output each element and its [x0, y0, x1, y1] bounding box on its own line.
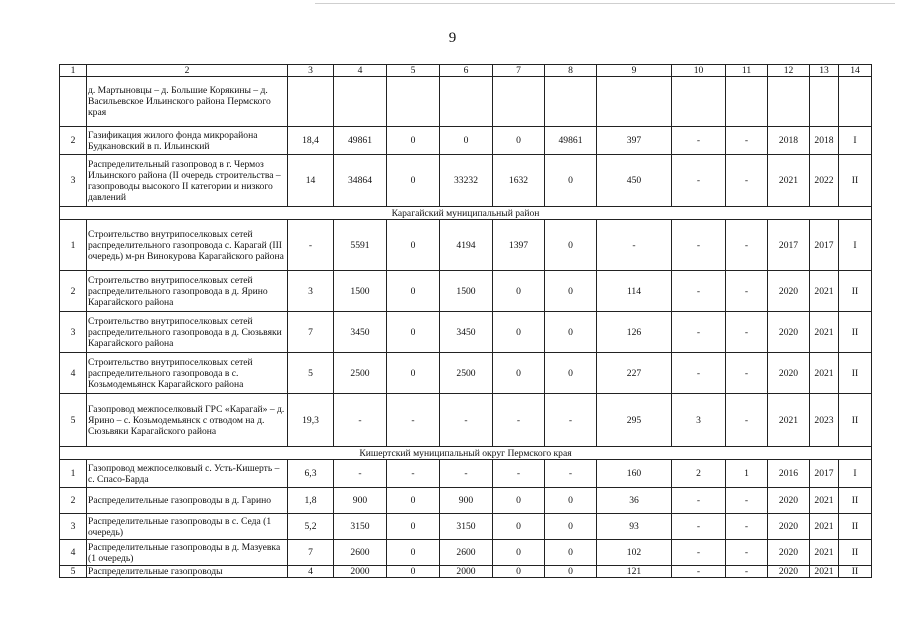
table-cell: 2017: [810, 460, 839, 488]
table-cell: 295: [597, 394, 672, 447]
table-cell: -: [672, 312, 726, 353]
table-row: [60, 540, 872, 566]
table-cell: -: [726, 566, 768, 578]
table-cell: 0: [387, 353, 440, 394]
table-cell: 2500: [440, 353, 493, 394]
table-cell: 2018: [810, 127, 839, 155]
table-cell: II: [839, 155, 872, 207]
section-row: [60, 447, 872, 460]
table-cell: 1500: [334, 271, 387, 312]
table-cell: 0: [440, 127, 493, 155]
object-description: Строительство внутрипоселковых сетей распределительного газопровода в с. Козьмодемьянск Карагайского района: [87, 353, 288, 394]
table-row: [60, 353, 872, 394]
table-row: [60, 127, 872, 155]
table-cell: 1: [726, 460, 768, 488]
table-cell: [334, 77, 387, 127]
table-cell: 4: [288, 566, 334, 578]
header-cell: 6: [440, 65, 493, 77]
object-description: Распределительные газопроводы в д. Гарино: [87, 488, 288, 514]
table-cell: [387, 77, 440, 127]
table-cell: 0: [493, 353, 545, 394]
table-cell: -: [672, 353, 726, 394]
table-cell: 3: [60, 155, 87, 207]
table-row: [60, 312, 872, 353]
table-cell: 0: [545, 155, 597, 207]
table-row: [60, 566, 872, 578]
table-cell: 5591: [334, 220, 387, 271]
table-cell: 2500: [334, 353, 387, 394]
table-cell: -: [672, 271, 726, 312]
table-cell: 7: [288, 312, 334, 353]
table-cell: -: [440, 460, 493, 488]
table-cell: 19,3: [288, 394, 334, 447]
table-cell: -: [672, 566, 726, 578]
table-row: [60, 155, 872, 207]
table-row: [60, 220, 872, 271]
object-description: Строительство внутрипоселковых сетей распределительного газопровода в д. Сюзьвяки Карагайского района: [87, 312, 288, 353]
header-cell: 5: [387, 65, 440, 77]
table-cell: -: [672, 127, 726, 155]
table-cell: 0: [387, 271, 440, 312]
table-cell: 3450: [440, 312, 493, 353]
table-cell: 3: [672, 394, 726, 447]
table-cell: 49861: [334, 127, 387, 155]
header-cell: 4: [334, 65, 387, 77]
table-cell: 2000: [440, 566, 493, 578]
table-cell: -: [726, 488, 768, 514]
scan-top-line: [315, 3, 895, 4]
table-cell: 2021: [810, 488, 839, 514]
object-description: Распределительные газопроводы в д. Мазуевка (1 очередь): [87, 540, 288, 566]
table-cell: 0: [387, 514, 440, 540]
table-cell: 450: [597, 155, 672, 207]
object-description: Распределительные газопроводы в с. Седа (1 очередь): [87, 514, 288, 540]
table-cell: 2017: [810, 220, 839, 271]
table-cell: 2021: [810, 312, 839, 353]
table-cell: 0: [545, 312, 597, 353]
object-description: Газификация жилого фонда микрорайона Будкановский в п. Ильинский: [87, 127, 288, 155]
gasification-program-table: [59, 64, 872, 578]
object-description: Распределительные газопроводы: [87, 566, 288, 578]
table-cell: 0: [545, 353, 597, 394]
table-cell: 2: [60, 271, 87, 312]
table-cell: 3150: [334, 514, 387, 540]
object-description: Газопровод межпоселковый с. Усть-Кишерть – с. Спасо-Барда: [87, 460, 288, 488]
header-cell: 14: [839, 65, 872, 77]
table-cell: 2020: [768, 353, 810, 394]
table-cell: 114: [597, 271, 672, 312]
table-cell: -: [672, 155, 726, 207]
table-cell: I: [839, 220, 872, 271]
table-cell: 5: [60, 394, 87, 447]
table-cell: 2021: [810, 353, 839, 394]
table-cell: [810, 77, 839, 127]
table-row: [60, 460, 872, 488]
header-cell: 2: [87, 65, 288, 77]
table-cell: 0: [493, 540, 545, 566]
table-cell: -: [726, 312, 768, 353]
table-cell: 2: [60, 127, 87, 155]
table-cell: I: [839, 460, 872, 488]
table-row: [60, 514, 872, 540]
table-cell: 0: [387, 488, 440, 514]
table-cell: [672, 77, 726, 127]
table-cell: 0: [493, 312, 545, 353]
table-cell: 33232: [440, 155, 493, 207]
table-cell: 2021: [810, 514, 839, 540]
table-cell: 3: [288, 271, 334, 312]
table-cell: 4194: [440, 220, 493, 271]
table-cell: -: [545, 394, 597, 447]
table-cell: 1: [60, 460, 87, 488]
table-cell: -: [440, 394, 493, 447]
table-cell: 0: [493, 127, 545, 155]
table-cell: 1,8: [288, 488, 334, 514]
table-cell: 2021: [810, 566, 839, 578]
table-cell: 0: [545, 566, 597, 578]
table-cell: -: [726, 540, 768, 566]
table-cell: 2017: [768, 220, 810, 271]
header-cell: 13: [810, 65, 839, 77]
section-title: Карагайский муниципальный район: [60, 207, 872, 220]
table-cell: 34864: [334, 155, 387, 207]
table-cell: -: [334, 394, 387, 447]
table-cell: -: [334, 460, 387, 488]
table-cell: -: [726, 220, 768, 271]
table-cell: 5,2: [288, 514, 334, 540]
table-cell: 4: [60, 540, 87, 566]
table-cell: 121: [597, 566, 672, 578]
table-cell: II: [839, 514, 872, 540]
table-cell: 2021: [768, 394, 810, 447]
table-cell: 102: [597, 540, 672, 566]
table-cell: 2016: [768, 460, 810, 488]
table-cell: 2020: [768, 566, 810, 578]
table-cell: 4: [60, 353, 87, 394]
table-row: [60, 488, 872, 514]
table-cell: II: [839, 394, 872, 447]
table-cell: 2020: [768, 514, 810, 540]
table-cell: 2020: [768, 488, 810, 514]
header-row: [60, 65, 872, 77]
table-cell: II: [839, 312, 872, 353]
table-cell: 36: [597, 488, 672, 514]
table-cell: 0: [387, 127, 440, 155]
header-cell: 12: [768, 65, 810, 77]
table-cell: -: [493, 460, 545, 488]
table-cell: -: [672, 220, 726, 271]
table-cell: 2023: [810, 394, 839, 447]
table-cell: -: [493, 394, 545, 447]
table-cell: -: [545, 460, 597, 488]
table-cell: 2018: [768, 127, 810, 155]
table-cell: II: [839, 566, 872, 578]
table-cell: [768, 77, 810, 127]
table-cell: 126: [597, 312, 672, 353]
table-cell: [597, 77, 672, 127]
table-cell: 18,4: [288, 127, 334, 155]
table-cell: 2: [672, 460, 726, 488]
table-cell: -: [597, 220, 672, 271]
table-cell: 2600: [334, 540, 387, 566]
table-cell: 2020: [768, 540, 810, 566]
table-cell: [545, 77, 597, 127]
table-cell: -: [726, 514, 768, 540]
table-cell: 0: [387, 540, 440, 566]
table-cell: [839, 77, 872, 127]
table-cell: 0: [387, 312, 440, 353]
table-cell: I: [839, 127, 872, 155]
object-description: Строительство внутрипоселковых сетей распределительного газопровода с. Карагай (III очередь) м-рн Винокурова Карагайского района: [87, 220, 288, 271]
table-cell: 397: [597, 127, 672, 155]
header-cell: 7: [493, 65, 545, 77]
table-cell: 0: [493, 566, 545, 578]
table-cell: 2020: [768, 312, 810, 353]
table-cell: 1500: [440, 271, 493, 312]
table-cell: 900: [440, 488, 493, 514]
object-description: Газопровод межпоселковый ГРС «Карагай» – д. Ярино – с. Козьмодемьянск с отводом на д. Сюзьвяки Карагайского района: [87, 394, 288, 447]
table-cell: -: [726, 155, 768, 207]
header-cell: 9: [597, 65, 672, 77]
table-cell: 2021: [768, 155, 810, 207]
table-cell: -: [288, 220, 334, 271]
table-cell: 0: [493, 271, 545, 312]
table-cell: 0: [545, 488, 597, 514]
table-cell: 49861: [545, 127, 597, 155]
table-cell: [440, 77, 493, 127]
table-cell: -: [726, 394, 768, 447]
table-cell: 0: [387, 220, 440, 271]
table-cell: -: [726, 127, 768, 155]
table-cell: 0: [387, 155, 440, 207]
table-cell: -: [726, 353, 768, 394]
table-cell: 5: [60, 566, 87, 578]
section-title: Кишертский муниципальный округ Пермского края: [60, 447, 872, 460]
header-cell: 11: [726, 65, 768, 77]
table-cell: 3: [60, 514, 87, 540]
table-cell: 1397: [493, 220, 545, 271]
table-cell: 2021: [810, 271, 839, 312]
object-description: д. Мартыновцы – д. Большие Корякины – д. Васильевское Ильинского района Пермского края: [87, 77, 288, 127]
table-cell: -: [672, 514, 726, 540]
table-cell: [60, 77, 87, 127]
table-cell: 2022: [810, 155, 839, 207]
table-cell: [726, 77, 768, 127]
table-cell: 1: [60, 220, 87, 271]
header-cell: 3: [288, 65, 334, 77]
table-cell: II: [839, 271, 872, 312]
table-cell: II: [839, 540, 872, 566]
table-cell: -: [726, 271, 768, 312]
table-cell: 93: [597, 514, 672, 540]
header-cell: 1: [60, 65, 87, 77]
table-row: [60, 394, 872, 447]
table-cell: 160: [597, 460, 672, 488]
table-row: [60, 271, 872, 312]
table-cell: 900: [334, 488, 387, 514]
table-cell: 227: [597, 353, 672, 394]
table-cell: 2: [60, 488, 87, 514]
table-cell: 14: [288, 155, 334, 207]
table-cell: 0: [545, 540, 597, 566]
table-cell: 0: [387, 566, 440, 578]
table-cell: 6,3: [288, 460, 334, 488]
table-cell: 3450: [334, 312, 387, 353]
table-cell: 0: [545, 220, 597, 271]
section-row: [60, 207, 872, 220]
table-row: [60, 77, 872, 127]
table-cell: II: [839, 488, 872, 514]
table-cell: 2020: [768, 271, 810, 312]
table-cell: 0: [493, 514, 545, 540]
table-cell: [288, 77, 334, 127]
table-cell: 1632: [493, 155, 545, 207]
table-cell: 0: [545, 271, 597, 312]
header-cell: 10: [672, 65, 726, 77]
table-cell: 3: [60, 312, 87, 353]
table-cell: 2000: [334, 566, 387, 578]
page-number: 9: [448, 30, 457, 46]
table-cell: 7: [288, 540, 334, 566]
object-description: Распределительный газопровод в г. Чермоз Ильинского района (II очередь строительства – газопроводы высокого II категории и низкого давлений: [87, 155, 288, 207]
table-cell: -: [387, 394, 440, 447]
table-cell: II: [839, 353, 872, 394]
table-cell: 3150: [440, 514, 493, 540]
table-cell: [493, 77, 545, 127]
object-description: Строительство внутрипоселковых сетей распределительного газопровода в д. Ярино Карагайского района: [87, 271, 288, 312]
table-cell: 5: [288, 353, 334, 394]
table-cell: 2600: [440, 540, 493, 566]
table-cell: 0: [545, 514, 597, 540]
table-cell: 0: [493, 488, 545, 514]
table-cell: -: [387, 460, 440, 488]
table-cell: -: [672, 540, 726, 566]
table-cell: 2021: [810, 540, 839, 566]
table-cell: -: [672, 488, 726, 514]
header-cell: 8: [545, 65, 597, 77]
